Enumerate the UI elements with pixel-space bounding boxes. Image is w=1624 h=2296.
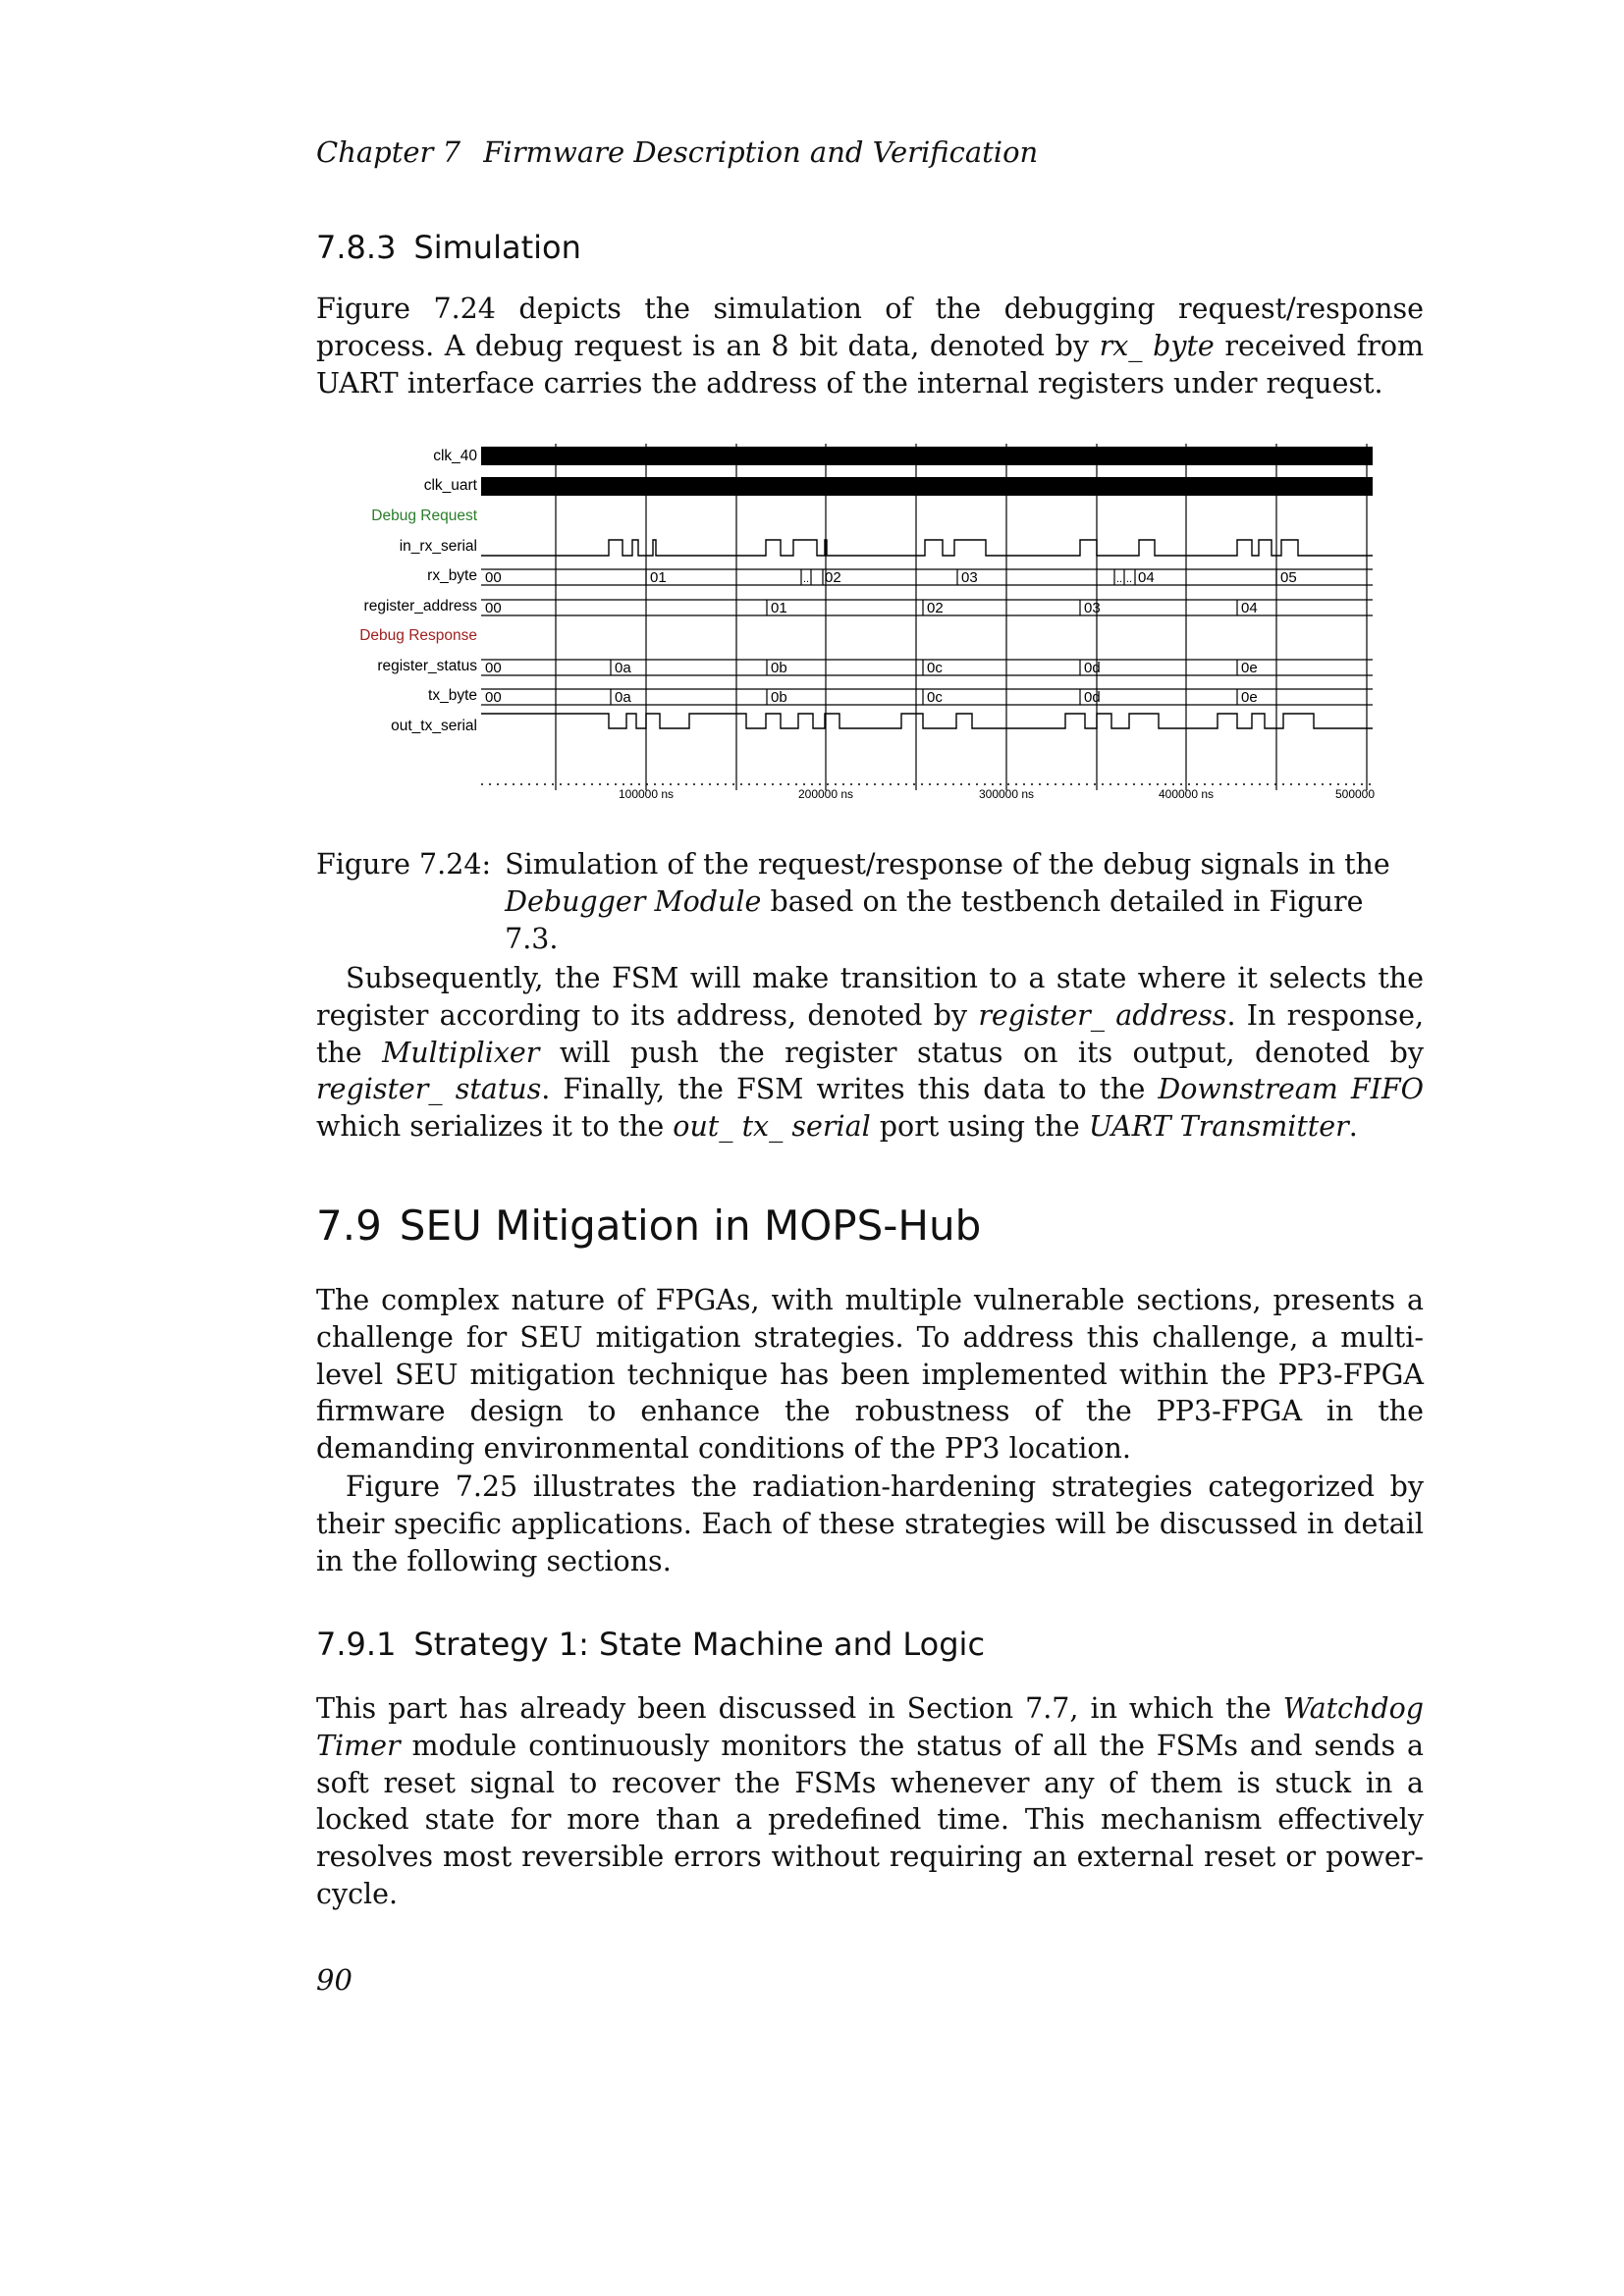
tx-byte-value: 0b: [771, 689, 787, 706]
time-tick-label: 100000 ns: [618, 787, 675, 801]
text-run: module continuously monitors the status of all the FSMs and sends a soft reset signal to recover the FSMs whenever any of them is stuck in a locked state for more than a predefined time. This mechanism effectively resolves most reversible errors without requiring an external reset or power-cycle.: [316, 1729, 1424, 1910]
figure-caption: [316, 846, 1424, 957]
section-title: SEU Mitigation in MOPS-Hub: [399, 1201, 982, 1250]
waveform-figure: [314, 432, 1394, 805]
emphasis-watchdog-timer: Watchdog Timer: [316, 1692, 1424, 1762]
register-address-value: 02: [927, 600, 944, 616]
group-label-debug-response: Debug Response: [359, 627, 477, 644]
time-tick-label: 400000 ns: [1158, 787, 1215, 801]
register-address-value: 01: [771, 600, 787, 616]
paragraph-fsm-transition: [316, 960, 1424, 1146]
emphasis-register-address: register_ address: [978, 998, 1227, 1032]
emphasis-uart-transmitter: UART Transmitter: [1088, 1110, 1349, 1144]
section-number: 7.9.1: [316, 1626, 397, 1663]
running-header: [316, 135, 1038, 169]
paragraph-simulation-intro: [316, 291, 1424, 401]
rx-byte-value: 03: [961, 569, 978, 586]
page-number: 90: [316, 1963, 352, 1997]
section-heading-7-9: [316, 1201, 981, 1250]
text-run: port using the: [870, 1110, 1089, 1144]
rx-byte-value: ..: [803, 573, 810, 585]
rx-byte-value: 02: [825, 569, 841, 586]
chapter-title: Firmware Description and Verification: [483, 135, 1039, 169]
signal-label-register-address: register_address: [363, 598, 477, 614]
paragraph-strategies-overview: Figure 7.25 illustrates the radiation-hardening strategies categorized by their specific applications. Each of these strategies will be discussed in detail in the following sections.: [316, 1470, 1424, 1577]
register-status-value: 0e: [1241, 660, 1258, 676]
rx-byte-value: 05: [1280, 569, 1297, 586]
section-title: Strategy 1: State Machine and Logic: [413, 1626, 986, 1663]
register-address-transitions: [767, 600, 1237, 615]
section-number: 7.8.3: [316, 229, 397, 266]
tx-byte-value: 0a: [615, 689, 631, 706]
emphasis-out-tx-serial: out_ tx_ serial: [673, 1110, 871, 1144]
clk-uart-wave: [481, 477, 1373, 496]
text-run: based on the testbench detailed in Figure 7.3.: [505, 884, 1364, 955]
register-status-value: 0b: [771, 660, 787, 676]
caption-label: Figure 7.24:: [316, 848, 492, 881]
tx-byte-value: 0e: [1241, 689, 1258, 706]
register-address-value: 03: [1084, 600, 1101, 616]
text-run: received from UART interface carries the address of the internal registers under request.: [316, 329, 1425, 400]
signal-label-out-tx-serial: out_tx_serial: [391, 718, 477, 734]
tx-byte-value: 00: [485, 689, 502, 706]
rx-byte-value: ..: [1116, 573, 1123, 585]
register-status-value: 00: [485, 660, 502, 676]
text-run: Simulation of the request/response of the debug signals in the: [505, 848, 1390, 881]
text-run: This part has already been discussed in Section 7.7, in which the: [316, 1692, 1283, 1725]
register-address-value: 04: [1241, 600, 1258, 616]
text-run: which serializes it to the: [316, 1110, 674, 1144]
text-run: will push the register status on its output, denoted by: [539, 1036, 1425, 1069]
section-heading-7-9-1: [316, 1626, 985, 1663]
signal-label-tx-byte: tx_byte: [428, 687, 477, 704]
section-heading-7-8-3: [316, 229, 581, 266]
text-run: Figure 7.24 depicts the simulation of the debugging request/response process. A debug request is an 8 bit data, denoted by: [316, 293, 1424, 362]
rx-byte-value: 01: [650, 569, 667, 586]
time-tick-label: 300000 ns: [978, 787, 1035, 801]
emphasis-rx-byte: rx_ byte: [1099, 329, 1215, 362]
tx-byte-value: 0d: [1084, 689, 1101, 706]
time-tick-label: 500000: [1334, 787, 1376, 801]
text-run: . Finally, the FSM writes this data to the: [541, 1073, 1159, 1106]
rx-byte-value: 00: [485, 569, 502, 586]
register-status-value: 0c: [927, 660, 943, 676]
in-rx-serial-wave: [481, 540, 1373, 556]
clk-40-wave: [481, 447, 1373, 465]
register-status-transitions: [611, 660, 1237, 675]
rx-byte-value: 04: [1138, 569, 1155, 586]
register-status-value: 0a: [615, 660, 631, 676]
text-run: . In response, the: [316, 998, 1424, 1069]
waveform-svg: [314, 432, 1394, 805]
signal-label-clk-uart: clk_uart: [423, 477, 477, 494]
signal-label-clk-40: clk_40: [433, 448, 477, 464]
paragraph-seu-intro: The complex nature of FPGAs, with multiple vulnerable sections, presents a challenge for SEU mitigation strategies. To address this challenge, a multi-level SEU mitigation technique has been implemented within the PP3-FPGA firmware design to enhance the robustness of the PP3-FPGA in the demanding environmental conditions of the PP3 location.: [316, 1284, 1424, 1466]
rx-byte-value: ..: [1126, 573, 1133, 585]
tx-byte-transitions: [611, 689, 1237, 705]
group-label-debug-request: Debug Request: [371, 507, 477, 524]
text-run: Subsequently, the FSM will make transition to a state where it selects the register according to its address, denoted by: [316, 962, 1424, 1032]
emphasis-downstream-fifo: Downstream FIFO: [1158, 1073, 1424, 1106]
register-status-value: 0d: [1084, 660, 1101, 676]
emphasis-multiplixer: Multiplixer: [382, 1036, 540, 1069]
rx-byte-bus: [481, 569, 1373, 585]
signal-label-register-status: register_status: [377, 658, 477, 674]
text-run: .: [1348, 1110, 1358, 1144]
tx-byte-value: 0c: [927, 689, 943, 706]
time-tick-label: 200000 ns: [797, 787, 854, 801]
register-address-value: 00: [485, 600, 502, 616]
signal-label-rx-byte: rx_byte: [427, 567, 477, 584]
emphasis-register-status: register_ status: [316, 1073, 542, 1106]
caption-text: [505, 846, 1424, 957]
emphasis-debugger-module: Debugger Module: [505, 884, 762, 918]
paragraph-strategy-1: [316, 1690, 1424, 1913]
section-number: 7.9: [316, 1201, 382, 1250]
chapter-label: Chapter 7: [316, 135, 461, 169]
section-title: Simulation: [413, 229, 581, 266]
out-tx-serial-wave: [481, 714, 1373, 728]
signal-label-in-rx-serial: in_rx_serial: [399, 538, 477, 555]
